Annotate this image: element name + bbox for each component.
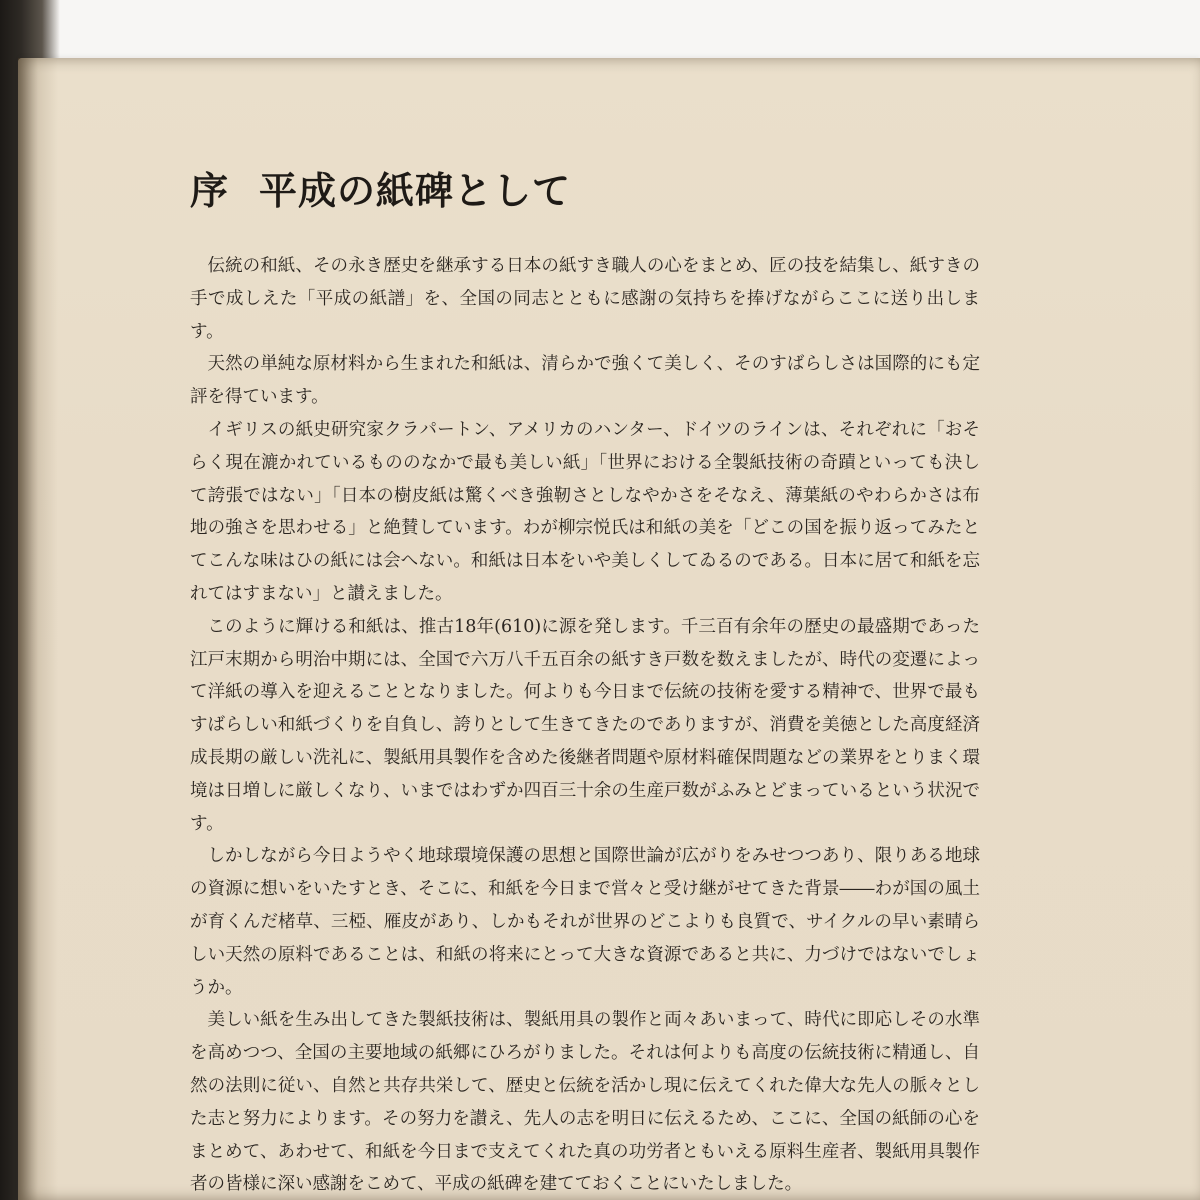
paragraph-5: しかしながら今日ようやく地球環境保護の思想と国際世論が広がりをみせつつあり、限りある地球の資源に想いをいたすとき、そこに、和紙を今日まで営々と受け継がせてきた背景――わが国の風土が育くんだ楮草、三椏、雁皮があり、しかもそれが世界のどこよりも良質で、サイクルの早い素晴らしい天然の原料であることは、和紙の将来にとって大きな資源であると共に、力づけではないでしょうか。 [190, 846, 980, 998]
preface-body [190, 250, 980, 1200]
title-main: 平成の紙碑として [259, 168, 572, 213]
page-title [190, 160, 571, 215]
paragraph-4: このように輝ける和紙は、推古18年(610)に源を発します。千三百有余年の歴史の最盛期であった江戸末期から明治中期には、全国で六万八千五百余の紙すき戸数を数えましたが、時代の変遷によって洋紙の導入を迎えることとなりました。何よりも今日まで伝統の技術を愛する精神で、世界で最もすばらしい和紙づくりを自負し、誇りとして生きてきたのでありますが、消費を美徳とした高度経済成長期の厳しい洗礼に、製紙用具製作を含めた後継者問題や原材料確保問題などの業界をとりまく環境は日増しに厳しくなり、いまではわずか四百三十余の生産戸数がふみとどまっているという状況です。 [190, 616, 980, 834]
paragraph-6: 美しい紙を生み出してきた製紙技術は、製紙用具の製作と両々あいまって、時代に即応しその水準を高めつつ、全国の主要地域の紙郷にひろがりました。それは何よりも高度の伝統技術に精通し、自然の法則に従い、自然と共存共栄して、歴史と伝統を活かし現に伝えてくれた偉大な先人の脈々とした志と努力によります。その努力を讃え、先人の志を明日に伝えるため、ここに、全国の紙師の心をまとめて、あわせて、和紙を今日まで支えてくれた真の功労者ともいえる原料生産者、製紙用具製作者の皆様に深い感謝をこめて、平成の紙碑を建てておくことにいたしました。 [190, 1010, 980, 1195]
paragraph-2: 天然の単純な原材料から生まれた和紙は、清らかで強くて美しく、そのすばらしさは国際的にも定評を得ています。 [190, 354, 980, 408]
page-gutter-shade [18, 58, 58, 1200]
title-prefix: 序 [190, 168, 230, 213]
paragraph-1: 伝統の和紙、その永き歴史を継承する日本の紙すき職人の心をまとめ、匠の技を結集し、紙すきの手で成しえた「平成の紙譜」を、全国の同志とともに感謝の気持ちを捧げながらここに送り出します。 [190, 256, 980, 342]
paragraph-3: イギリスの紙史研究家クラパートン、アメリカのハンター、ドイツのラインは、それぞれに「おそらく現在漉かれているもののなかで最も美しい紙」「世界における全製紙技術の奇蹟といっても決して誇張ではない」「日本の樹皮紙は驚くべき強靭さとしなやかさをそなえ、薄葉紙のやわらかさは布地の強さを思わせる」と絶賛しています。わが柳宗悦氏は和紙の美を「どこの国を振り返ってみたとてこんな味はひの紙には会へない。和紙は日本をいや美しくしてゐるのである。日本に居て和紙を忘れてはすまない」と讃えました。 [190, 419, 980, 604]
